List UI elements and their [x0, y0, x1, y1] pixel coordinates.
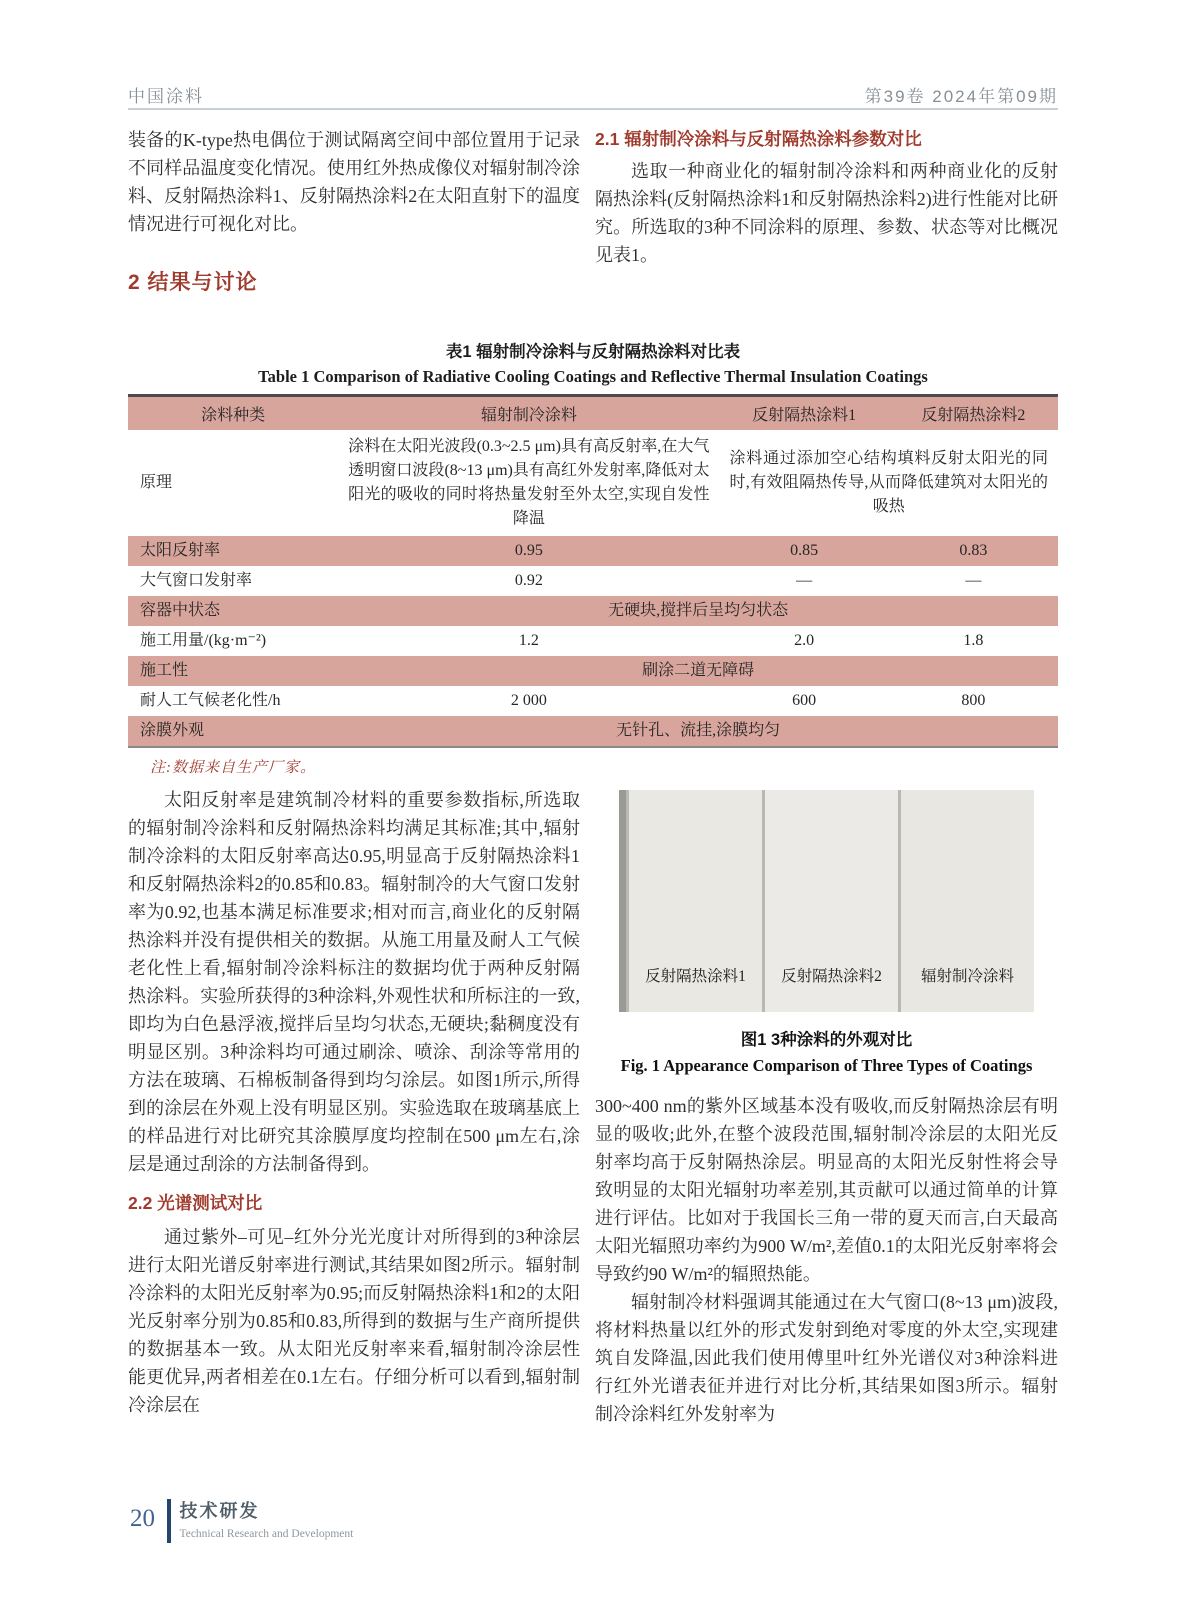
body-paragraph: 通过紫外–可见–红外分光光度计对所得到的3种涂层进行太阳光谱反射率进行测试,其结果如图2所示。辐射制冷涂料的太阳光反射率为0.95;而反射隔热涂料1和2的太阳光反射率分别为0.85和0.83,所得到的数据与生产商所提供的数据基本一致。从太阳光反射率来看,辐射制冷涂层性能更优异,两者相差在0.1左右。仔细分析可以看到,辐射制冷涂层在 — [128, 1227, 580, 1415]
table-cell: 0.85 — [719, 536, 888, 566]
right-column-top — [595, 126, 1058, 269]
table-note: 注:数据来自生产厂家。 — [150, 760, 316, 776]
table-cell: 无硬块,搅拌后呈均匀状态 — [338, 596, 1058, 626]
footer-section — [180, 1497, 354, 1540]
body-paragraph: 辐射制冷材料强调其能通过在大气窗口(8~13 μm)波段,将材料热量以红外的形式发射到绝对零度的外太空,实现建筑自发降温,因此我们使用傅里叶红外光谱仪对3种涂料进行红外光谱表征并进行对比分析,其结果如图3所示。辐射制冷涂料红外发射率为 — [595, 1292, 1058, 1424]
table-header-cell: 反射隔热涂料2 — [889, 396, 1058, 431]
footer-section-en: Technical Research and Development — [179, 1528, 354, 1540]
table-cell: 1.2 — [518, 632, 539, 649]
body-paragraph: 选取一种商业化的辐射制冷涂料和两种商业化的反射隔热涂料(反射隔热涂料1和反射隔热涂料2)进行性能对比研究。所选取的3种不同涂料的原理、参数、状态等对比概况见表1。 — [595, 161, 1058, 265]
body-paragraph: 装备的K-type热电偶位于测试隔离空间中部位置用于记录不同样品温度变化情况。使用红外热成像仪对辐射制冷涂料、反射隔热涂料1、反射隔热涂料2在太阳直射下的温度情况进行可视化对比。 — [128, 130, 580, 234]
table-cell: 800 — [961, 692, 986, 709]
coating-sample-panel — [901, 790, 1034, 1012]
left-column-bottom — [128, 786, 580, 1419]
body-paragraph: 太阳反射率是建筑制冷材料的重要参数指标,所选取的辐射制冷涂料和反射隔热涂料均满足其标准;其中,辐射制冷涂料的太阳反射率高达0.95,明显高于反射隔热涂料1和反射隔热涂料2的0.85和0.83。辐射制冷的大气窗口发射率为0.92,也基本满足标准要求;相对而言,商业化的反射隔热涂料并没有提供相关的数据。从施工用量及耐人工气候老化性上看,辐射制冷涂料标注的数据均优于两种反射隔热涂料。实验所获得的3种涂料,外观性状和所标注的一致,即均为白色悬浮液,搅拌后呈均匀状态,无硬块;黏稠度没有明显区别。3种涂料均可通过刷涂、喷涂、刮涂等常用的方法在玻璃、石棉板制备得到均匀涂层。如图1所示,所得到的涂层在外观上没有明显区别。实验选取在玻璃基底上的样品进行对比研究其涂膜厚度均控制在500 μm左右,涂层是通过刮涂的方法制备得到。 — [128, 790, 580, 1174]
panel-label: 反射隔热涂料2 — [781, 968, 882, 985]
table-1-block — [128, 338, 1058, 777]
table-row — [128, 656, 1058, 686]
table-cell: 涂料通过添加空心结构填料反射太阳光的同时,有效阻隔热传导,从而降低建筑对太阳光的吸热 — [729, 450, 1048, 515]
right-column-bottom — [595, 786, 1058, 1428]
row-label: 耐人工气候老化性/h — [140, 692, 281, 709]
row-label: 原理 — [140, 474, 173, 491]
row-label: 施工用量/(kg·m⁻²) — [140, 632, 267, 649]
table-header-cell: 涂料种类 — [128, 396, 338, 431]
table-body — [128, 430, 1058, 747]
left-column-top — [128, 126, 580, 296]
photo-edge — [619, 790, 626, 1012]
figure-caption-en: Fig. 1 Appearance Comparison of Three Types of Coatings — [620, 1056, 1033, 1075]
table-cell: — — [796, 572, 813, 589]
coating-sample-panel — [765, 790, 898, 1012]
volume-issue: 第39卷 2024年第09期 — [864, 87, 1058, 106]
footer-section-zh: 技术研发 — [179, 1501, 260, 1521]
figure-caption-zh: 图1 3种涂料的外观对比 — [740, 1031, 913, 1049]
row-label: 容器中状态 — [128, 596, 338, 626]
footer-divider-bar — [167, 1499, 171, 1543]
body-paragraph: 300~400 nm的紫外区域基本没有吸收,而反射隔热涂层有明显的吸收;此外,在整个波段范围,辐射制冷涂层的太阳光反射率均高于反射隔热涂层。明显高的太阳光反射性将会导致明显的太阳光辐射功率差别,其贡献可以通过简单的计算进行评估。比如对于我国长三角一带的夏天而言,白天最高太阳光辐照功率约为900 W/m²,差值0.1的太阳光反射率将会导致约90 W/m²的辐照热能。 — [595, 1096, 1058, 1284]
table-row — [128, 536, 1058, 566]
table-cell: 无针孔、流挂,涂膜均匀 — [338, 716, 1058, 747]
panel-label: 反射隔热涂料1 — [645, 968, 746, 985]
table-header-cell: 反射隔热涂料1 — [719, 396, 888, 431]
journal-name: 中国涂料 — [128, 87, 204, 106]
panel-label: 辐射制冷涂料 — [920, 968, 1015, 985]
running-head — [128, 82, 1058, 107]
table-title-en: Table 1 Comparison of Radiative Cooling Coatings and Reflective Thermal Insulation Coatings — [258, 367, 928, 386]
table-cell: 2 000 — [510, 692, 547, 709]
table-cell: — — [965, 572, 982, 589]
comparison-table — [128, 394, 1058, 748]
row-label: 施工性 — [128, 656, 338, 686]
table-cell: 0.95 — [338, 536, 719, 566]
subsection-heading-2-1: 2.1 辐射制冷涂料与反射隔热涂料参数对比 — [595, 129, 922, 149]
table-title-zh: 表1 辐射制冷涂料与反射隔热涂料对比表 — [445, 343, 741, 361]
page-footer — [130, 1497, 353, 1543]
header-rule — [128, 108, 1058, 110]
table-cell: 刷涂二道无障碍 — [338, 656, 1058, 686]
section-heading-results: 2 结果与讨论 — [128, 271, 258, 294]
row-label: 大气窗口发射率 — [140, 572, 253, 589]
subsection-heading-2-2: 2.2 光谱测试对比 — [128, 1193, 263, 1213]
table-cell: 600 — [792, 692, 817, 709]
table-row — [128, 596, 1058, 626]
table-cell: 0.83 — [889, 536, 1058, 566]
table-row — [128, 430, 1058, 536]
table-cell: 0.92 — [514, 572, 543, 589]
coating-sample-panel — [629, 790, 762, 1012]
row-label: 涂膜外观 — [128, 716, 338, 747]
table-header-row — [128, 396, 1058, 431]
table-row — [128, 686, 1058, 716]
table-row — [128, 716, 1058, 747]
row-label: 太阳反射率 — [128, 536, 338, 566]
figure-1 — [595, 790, 1058, 1076]
page-number: 20 — [130, 1505, 155, 1532]
table-cell: 涂料在太阳光波段(0.3~2.5 μm)具有高反射率,在大气透明窗口波段(8~13 μm)具有高红外发射率,降低对太阳光的吸收的同时将热量发射至外太空,实现自发性降温 — [348, 438, 710, 527]
figure-1-photo — [619, 790, 1034, 1012]
table-header-cell: 辐射制冷涂料 — [338, 396, 719, 431]
table-row — [128, 626, 1058, 656]
table-cell: 1.8 — [963, 632, 984, 649]
table-row — [128, 566, 1058, 596]
table-cell: 2.0 — [794, 632, 815, 649]
